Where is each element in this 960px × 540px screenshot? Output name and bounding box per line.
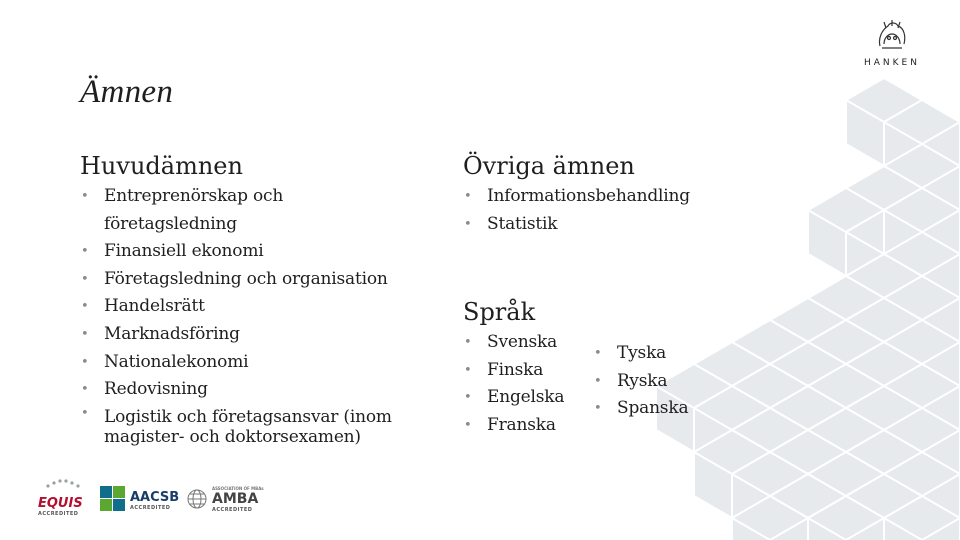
list-item: • Spanska bbox=[593, 395, 713, 423]
list-item: • Ryska bbox=[593, 368, 713, 396]
list-item: • Redovisning bbox=[80, 376, 400, 404]
hanken-logo bbox=[864, 18, 920, 68]
equis-wordmark: EQUIS bbox=[38, 496, 83, 511]
languages-list-2 bbox=[593, 340, 713, 423]
list-item: • Informationsbehandling bbox=[463, 183, 723, 211]
equis-logo bbox=[38, 478, 90, 517]
page-title: Ämnen bbox=[80, 74, 174, 110]
amba-subtext: ACCREDITED bbox=[212, 507, 253, 513]
hanken-crest-icon bbox=[872, 18, 912, 52]
list-item: • Statistik bbox=[463, 211, 723, 239]
list-item: • Nationalekonomi bbox=[80, 349, 400, 377]
amba-wordmark: AMBA bbox=[212, 491, 259, 507]
list-item: • Svenska bbox=[463, 329, 583, 357]
amba-association-text: ASSOCIATION OF MBAs bbox=[212, 486, 264, 491]
list-item: • Franska bbox=[463, 412, 583, 440]
other-subjects-heading: Övriga ämnen bbox=[463, 152, 635, 180]
aacsb-mark-icon bbox=[100, 486, 126, 512]
equis-star-icon bbox=[38, 478, 90, 494]
list-item: • Finska bbox=[463, 357, 583, 385]
languages-list-1 bbox=[463, 329, 583, 439]
list-item: • Tyska bbox=[593, 340, 713, 368]
main-subjects-list bbox=[80, 183, 400, 447]
list-item: • Logistik och företagsansvar (inom magister- och doktorsexamen) bbox=[80, 404, 400, 447]
amba-globe-icon bbox=[186, 488, 208, 510]
aacsb-wordmark: AACSB bbox=[130, 490, 180, 505]
main-subjects-heading: Huvudämnen bbox=[80, 152, 243, 180]
list-item: • Marknadsföring bbox=[80, 321, 400, 349]
list-item: • Handelsrätt bbox=[80, 293, 400, 321]
aacsb-subtext: ACCREDITED bbox=[130, 505, 171, 511]
languages-heading: Språk bbox=[463, 298, 536, 326]
list-item: • Finansiell ekonomi bbox=[80, 238, 400, 266]
list-item: • Entreprenörskap och företagsledning bbox=[80, 183, 400, 238]
other-subjects-list bbox=[463, 183, 723, 238]
equis-subtext: ACCREDITED bbox=[38, 511, 79, 517]
list-item: • Företagsledning och organisation bbox=[80, 266, 400, 294]
list-item: • Engelska bbox=[463, 384, 583, 412]
hanken-wordmark: HANKEN bbox=[864, 58, 920, 68]
